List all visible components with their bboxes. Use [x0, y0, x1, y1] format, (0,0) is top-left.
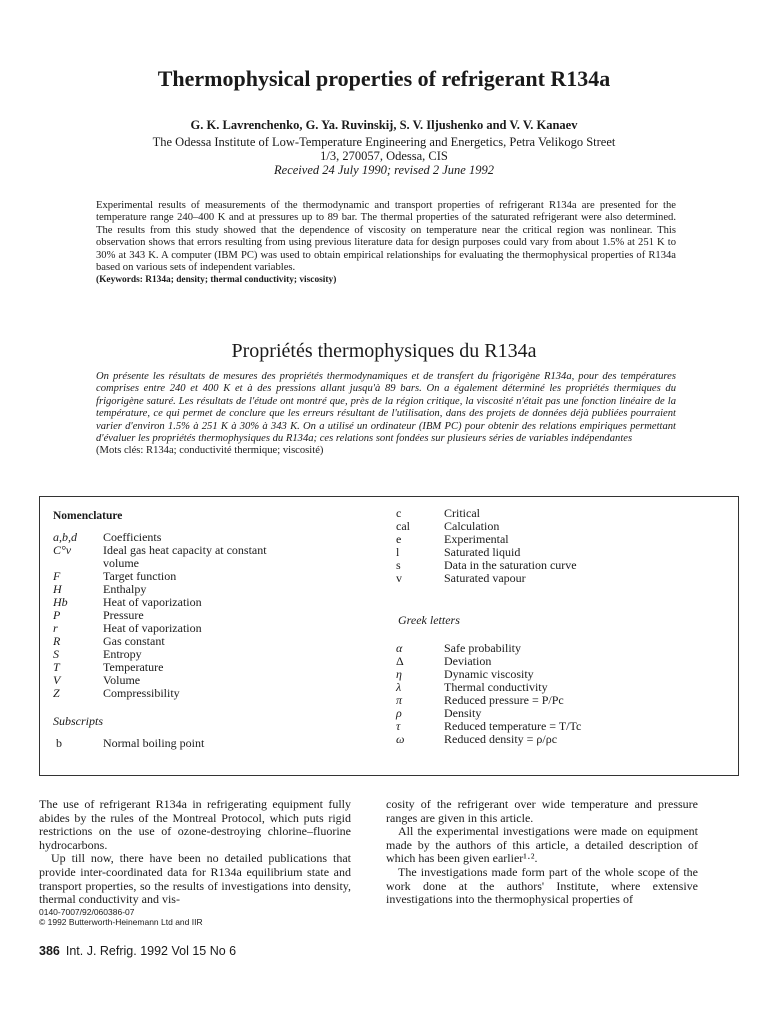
body-paragraph: All the experimental investigations were made on equipment made by the authors of this article, a detailed description of which has been given earlier¹·².	[386, 824, 698, 866]
affiliation-line-2: 1/3, 270057, Odessa, CIS	[320, 149, 448, 163]
body-left-column	[39, 798, 351, 927]
abstract-keywords: (Keywords: R134a; density; thermal conductivity; viscosity)	[96, 275, 337, 286]
affiliation-line-1: The Odessa Institute of Low-Temperature Engineering and Energetics, Petra Velikogo Street	[152, 135, 616, 149]
paper-title: Thermophysical properties of refrigerant R134a	[157, 66, 611, 91]
copyright-line: © 1992 Butterworth-Heinemann Ltd and IIR	[39, 916, 203, 927]
abstract-text: Experimental results of measurements of the thermodynamic and transport properties of refrigerant R134a are presented for the temperature range 240–400 K and at pressures up to 89 bar. The thermal properties of the saturated refrigerant were also determined. The results from this study showed that the dependence of viscosity on temperature near the critical region was nonlinear. This observation shows that errors resulting from using previous literature data for design purposes could vary from about 1.5% at 251 K to 30% at 343 K. A computer (IBM PC) was used to obtain empirical relationships for evaluating the thermophysical properties of R134a based on various sets of independent variables.	[96, 200, 676, 274]
body-paragraph: The use of refrigerant R134a in refrigerating equipment fully abides by the rules of the Montreal Protocol, which puts rigid restrictions on the use of ozone-destroying chlorine–fluorine hydrocarbons.	[39, 797, 351, 852]
french-abstract-text: On présente les résultats de mesures des propriétés thermodynamiques et de transfert du frigorigène R134a, pour des températures comprises entre 240 et 400 K et à des pressions allant jusqu'à 89 bars. On a également déterminé les propriétés thermiques du frigorigène saturé. Les résultats de l'étude ont montré que, près de la région critique, la viscosité n'était pas une fonction linéaire de la température, ce qui permet de conclure que les erreurs résultant de l'utilisation, dans des projets de données déjà publiées pourraient varier d'environ 1.5% à 251 K à 30% à 343 K. On a utilisé un ordinateur (IBM PC) pour obtenir des relations empiriques permettant d'évaluer les propriétés thermophysiques du R134a; ces relations sont fondées sur plusieurs séries de variables indépendantes	[96, 371, 676, 445]
greek-letters-heading: Greek letters	[398, 613, 460, 627]
journal-citation: Int. J. Refrig. 1992 Vol 15 No 6	[65, 944, 237, 958]
body-paragraph: The investigations made form part of the whole scope of the work done at the authors' Institute, where extensive investigations into the thermophysical properties of	[386, 864, 698, 907]
body-right-column	[386, 798, 698, 907]
english-abstract	[96, 200, 676, 287]
body-paragraph: cosity of the refrigerant over wide temperature and pressure ranges are given in this article.	[386, 797, 698, 825]
authors: G. K. Lavrenchenko, G. Ya. Ruvinskij, S. V. Iljushenko and V. V. Kanaev	[190, 118, 578, 132]
french-abstract	[96, 371, 676, 458]
subscripts-heading: Subscripts	[53, 714, 104, 728]
issn-code: 0140-7007/92/060386-07	[39, 906, 135, 917]
french-keywords: (Mots clés: R134a; conductivité thermique; viscosité)	[96, 445, 324, 457]
received-dates: Received 24 July 1990; revised 2 June 1992	[274, 163, 494, 177]
page-footer	[39, 944, 236, 958]
page-number: 386	[39, 944, 60, 958]
nomenclature-heading: Nomenclature	[53, 510, 123, 522]
french-title: Propriétés thermophysiques du R134a	[231, 340, 537, 362]
body-paragraph: Up till now, there have been no detailed publications that provide inter-coordinated data for R134a equilibrium state and transport properties, so the results of investigations into density, thermal conductivity and vis-	[39, 851, 351, 907]
